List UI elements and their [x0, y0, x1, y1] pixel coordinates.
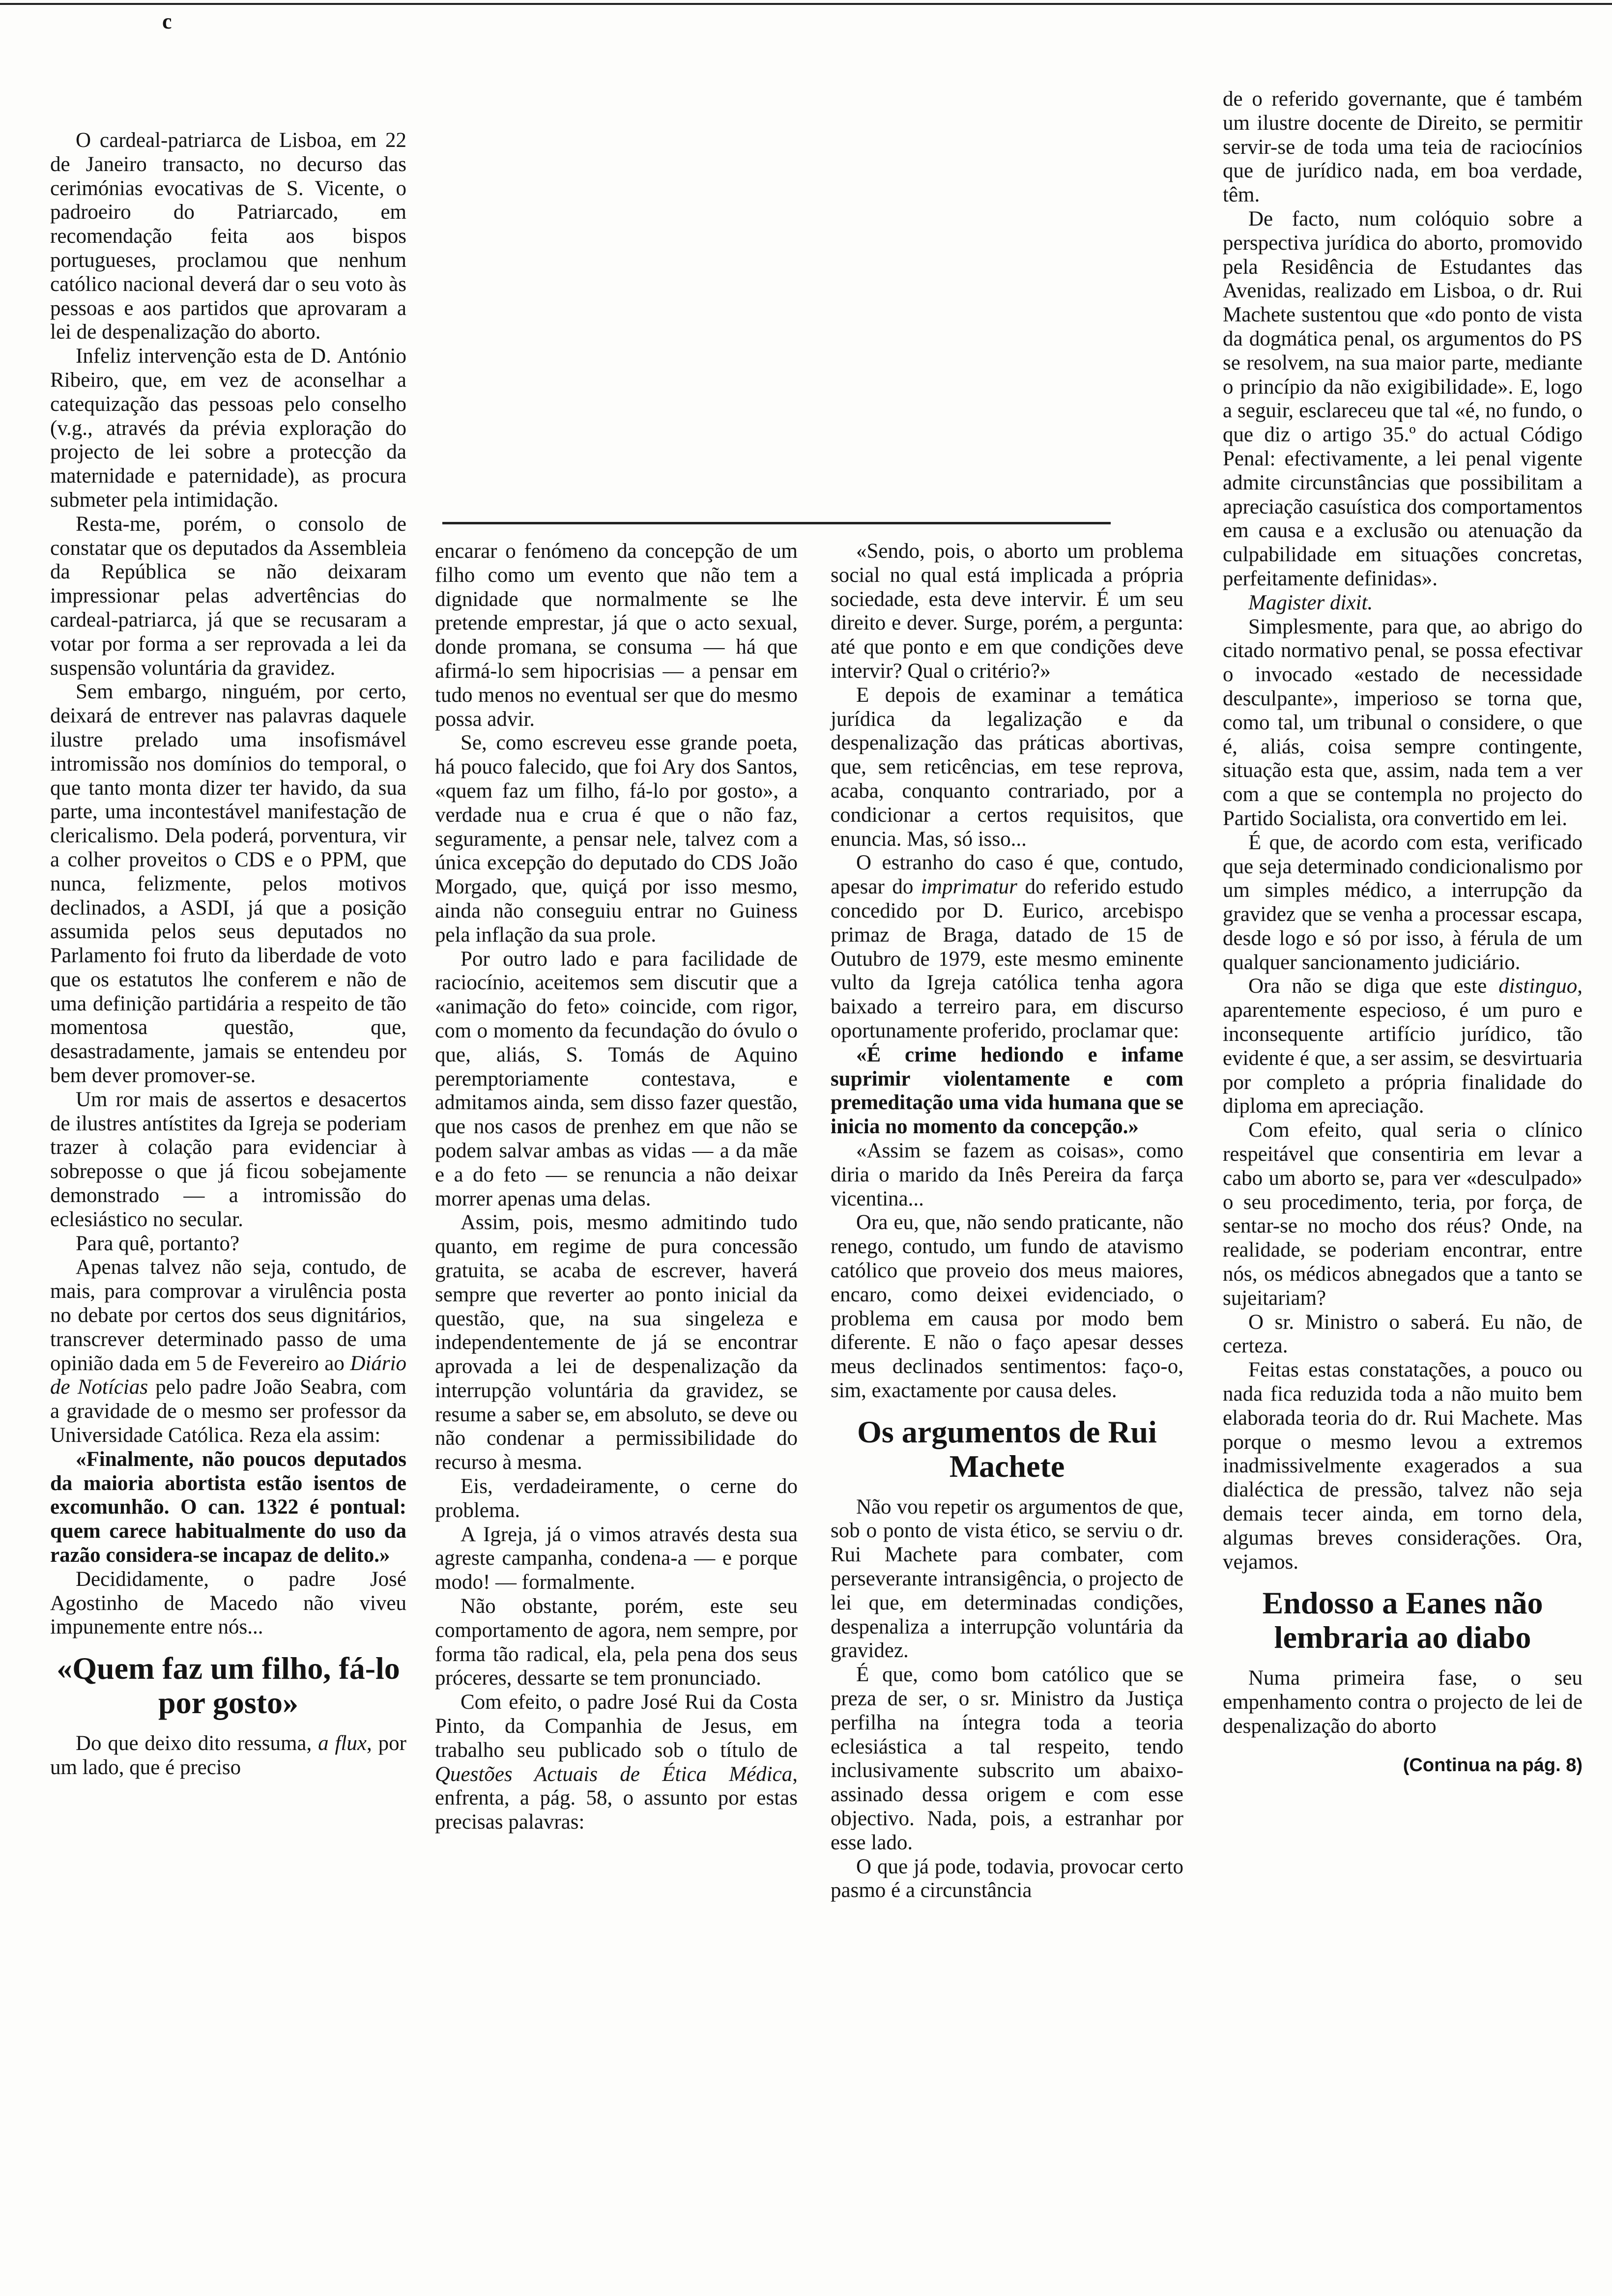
subheading-os-argumentos: Os argumentos de Rui Machete: [857, 1414, 1157, 1484]
paragraph: Simplesmente, para que, ao abrigo do citado normativo penal, se possa efectivar o invocado «estado de necessidade desculpante», imperioso se torna que, como tal, um tribunal o considere, o que é, aliás, coisa sempre contingente, situação esta que, assim, nada tem a ver com a que se contempla no projecto do Partido Socialista, ora convertido em lei.: [1223, 615, 1583, 830]
paragraph: [50, 1256, 406, 1447]
paragraph: [435, 1691, 798, 1835]
column-4: [1223, 87, 1583, 1778]
column-1: [50, 129, 406, 1780]
latin-phrase: a flux: [318, 1732, 367, 1755]
paragraph: A Igreja, já o vimos através desta sua agreste campanha, condena-a — e porque modo! — formalmente.: [435, 1522, 798, 1594]
paragraph: Não obstante, porém, este seu comportamento de agora, nem sempre, por forma tão radical, ela, pela pena dos seus próceres, dessarte se tem pronunciado.: [435, 1595, 798, 1690]
top-rule: [0, 3, 1612, 5]
paragraph: encarar o fenómeno da concepção de um filho como um evento que não tem a dignidade que normalmente se lhe pretende emprestar, já que o acto sexual, donde promana, se consuma — há que afirmá-lo sem hipocrisias — a pensar em tudo menos no eventual ser que do mesmo possa advir.: [435, 540, 798, 731]
latin-phrase: Magister dixit.: [1248, 591, 1373, 614]
column-3: [831, 540, 1183, 1903]
paragraph: O sr. Ministro o saberá. Eu não, de certeza.: [1223, 1310, 1583, 1358]
paragraph: [831, 851, 1183, 1043]
page-mark: c: [162, 9, 172, 33]
column-2: [435, 540, 798, 1835]
text: , aparentemente especioso, é um puro e inconsequente artifício jurídico, tão evidente é que, a ser assim, se desvirtuaria por completo a própria finalidade do diploma em apreciação.: [1223, 975, 1583, 1118]
quote-paragraph: «Sendo, pois, o aborto um problema social no qual está implicada a própria sociedade, esta deve intervir. É um seu direito e dever. Surge, porém, a pergunta: até que ponto e em que condições deve intervir? Qual o critério?»: [831, 540, 1183, 683]
paragraph: Com efeito, qual seria o clínico respeitável que consentiria em levar a cabo um aborto se, para ver «desculpado» o seu procedimento, teria, por força, de sentar-se no mocho dos réus? Onde, na realidade, se poderiam encontrar, entre nós, os médicos abnegados que a tanto se sujeitariam?: [1223, 1119, 1583, 1310]
text: Apenas talvez não seja, contudo, de mais, para comprovar a virulência posta no debate por certos dos seus dignitários, transcrever determinado passo de uma opinião dada em 5 de Fevereiro ao: [50, 1256, 406, 1375]
quote-paragraph: «É crime hediondo e infame suprimir violentamente e com premeditação uma vida humana que se inicia no momento da concepção.»: [831, 1043, 1183, 1139]
paragraph: É que, de acordo com esta, verificado que seja determinado condicionalismo por um simples médico, a interrupção da gravidez que se venha a processar escapa, desde logo e só por isso, à férula de um qualquer sancionamento judiciário.: [1223, 831, 1583, 974]
paragraph: Feitas estas constatações, a pouco ou nada fica reduzida toda a não muito bem elaborada teoria do dr. Rui Machete. Mas porque o mesmo levou a extremos inadmissivelmente exagerados a sua dialéctica de pressão, talvez não seja demais tecer ainda, em torno dela, algumas breves considerações. Ora, vejamos.: [1223, 1358, 1583, 1574]
paragraph: Um ror mais de assertos e desacertos de ilustres antístites da Igreja se poderiam trazer à colação para evidenciar à sobreposse o que já ficou sobejamente demonstrado — a intromissão do eclesiástico no secular.: [50, 1088, 406, 1231]
paragraph: Resta-me, porém, o consolo de constatar que os deputados da Assembleia da República se não deixaram impressionar pelas advertências do cardeal-patriarca, já que se recusaram a votar por forma a ser reprovada a lei da suspensão voluntária da gravidez.: [50, 512, 406, 680]
paragraph: Não vou repetir os argumentos de que, sob o ponto de vista ético, se serviu o dr. Rui Machete para combater, com perseverante intransigência, o projecto de lei que, em determinadas condições, despenaliza a interrupção voluntária da gravidez.: [831, 1495, 1183, 1663]
text: , enfrenta, a pág. 58, o assunto por estas precisas palavras:: [435, 1762, 798, 1834]
paragraph: [1223, 975, 1583, 1119]
paragraph: O que já pode, todavia, provocar certo pasmo é a circunstância: [831, 1855, 1183, 1902]
paragraph: Numa primeira fase, o seu empenhamento contra o projecto de lei de despenalização do aborto: [1223, 1666, 1583, 1738]
paragraph: «Assim se fazem as coisas», como diria o marido da Inês Pereira da farça vicentina...: [831, 1139, 1183, 1210]
paragraph: E depois de examinar a temática jurídica da legalização e da despenalização das práticas abortivas, que, sem reticências, em tese reprova, acaba, conquanto contrariado, por a condicionar a certos requisitos, que enuncia. Mas, só isso...: [831, 683, 1183, 851]
book-title: Questões Actuais de Ética Médica: [435, 1762, 793, 1786]
subheading-endosso-a-eanes: Endosso a Eanes não lembraria ao diabo: [1262, 1585, 1543, 1655]
text: Com efeito, o padre José Rui da Costa Pinto, da Companhia de Jesus, em trabalho seu publicado sob o título de: [435, 1691, 798, 1762]
continued-on-page-note: (Continua na pág. 8): [1403, 1754, 1583, 1776]
paragraph: Se, como escreveu esse grande poeta, há pouco falecido, que foi Ary dos Santos, «quem faz um filho, fá-lo por gosto», a verdade nua e crua é que o não faz, seguramente, a pensar nele, talvez com a única excepção do deputado do CDS João Morgado, que, quiçá por isso mesmo, ainda não conseguiu entrar no Guiness pela inflação da sua prole.: [435, 731, 798, 947]
paragraph: Eis, verdadeiramente, o cerne do problema.: [435, 1475, 798, 1522]
paragraph: Ora eu, que, não sendo praticante, não renego, contudo, um fundo de atavismo católico que proveio dos meus maiores, encaro, como deixei evidenciado, o problema em causa por modo bem diferente. E não o faço apesar desses meus declinados sentimentos: faço-o, sim, exactamente por causa deles.: [831, 1211, 1183, 1402]
paragraph: [50, 1732, 406, 1780]
quote-paragraph: «Finalmente, não poucos deputados da maioria abortista estão isentos de excomunhão. O can. 1322 é pontual: quem carece habitualmente do uso da razão considera-se incapaz de delito.»: [50, 1447, 406, 1567]
paragraph: de o referido governante, que é também um ilustre docente de Direito, se permitir servir-se de toda uma teia de raciocínios que de jurídico nada, em boa verdade, têm.: [1223, 87, 1583, 207]
paragraph: O cardeal-patriarca de Lisboa, em 22 de Janeiro transacto, no decurso das cerimónias evocativas de S. Vicente, o padroeiro do Patriarcado, em recomendação feita aos bispos portugueses, proclamou que nenhum católico nacional deverá dar o seu voto às pessoas e aos partidos que aprovaram a lei de despenalização do aborto.: [50, 129, 406, 344]
latin-term: distinguo: [1498, 975, 1578, 998]
paragraph: É que, como bom católico que se preza de ser, o sr. Ministro da Justiça perfilha na íntegra toda a teoria eclesiástica a tal respeito, tendo inclusivamente subscrito um abaixo-assinado dessa origem e com esse objectivo. Nada, pois, a estranhar por esse lado.: [831, 1663, 1183, 1854]
text: Do que deixo dito ressuma,: [76, 1732, 318, 1755]
text: Ora não se diga que este: [1248, 975, 1499, 998]
paragraph: Assim, pois, mesmo admitindo tudo quanto, em regime de pura concessão gratuita, se acaba de escrever, haverá sempre que reverter ao ponto inicial da questão, que, na sua singeleza e independentemente de já se encontrar aprovada a lei de despenalização da interrupção voluntária da gravidez, se resume a saber se, em absoluto, se deve ou não condenar a permissibilidade do recurso à mesma.: [435, 1211, 798, 1474]
paragraph: Sem embargo, ninguém, por certo, deixará de entrever nas palavras daquele ilustre prelado uma insofismável intromissão nos domínios do temporal, o que tanto monta dizer ter havido, da sua parte, uma incontestável manifestação de clericalismo. Dela poderá, porventura, vir a colher proveitos o CDS e o PPM, que nunca, felizmente, pelos motivos declinados, a ASDI, já que a posição assumida pelos seus deputados no Parlamento foi fruto da liberdade de voto que os estatutos lhe conferem e não de uma definição partidária a respeito de tão momentosa questão, que, desastradamente, jamais se entendeu por bem dever promover-se.: [50, 680, 406, 1088]
paragraph: Para quê, portanto?: [76, 1232, 240, 1255]
text: do referido estudo concedido por D. Eurico, arcebispo primaz de Braga, datado de 15 de Outubro de 1979, este mesmo eminente vulto da Igreja católica tenha agora baixado a terreiro para, em discurso oportunamente proferido, proclamar que:: [831, 875, 1184, 1042]
newspaper-title: Diário de Notícias: [50, 1351, 406, 1399]
subheading-quem-faz-um-filho: «Quem faz um filho, fá-lo por gosto»: [57, 1651, 400, 1721]
text: O estranho do caso é que, contudo, apesar do: [831, 851, 1183, 899]
text: pelo padre João Seabra, com a gravidade de o mesmo ser professor da Universidade Católica. Reza ela assim:: [50, 1376, 406, 1447]
latin-term: imprimatur: [921, 875, 1017, 899]
text: , por um lado, que é preciso: [50, 1732, 406, 1779]
paragraph: Infeliz intervenção esta de D. António Ribeiro, que, em vez de aconselhar a catequização das pessoas pelo conselho (v.g., através da prévia exploração do projecto de lei sobre a protecção da maternidade e paternidade), as procura submeter pela intimidação.: [50, 344, 406, 512]
column-divider-rule: [442, 522, 1111, 524]
paragraph: Decididamente, o padre José Agostinho de Macedo não viveu impunemente entre nós...: [50, 1567, 406, 1639]
paragraph: De facto, num colóquio sobre a perspectiva jurídica do aborto, promovido pela Residência de Estudantes das Avenidas, realizado em Lisboa, o dr. Rui Machete sustentou que «do ponto de vista da dogmática penal, os argumentos do PS se resolvem, na sua maior parte, mediante o princípio da não exigibilidade». E, logo a seguir, esclareceu que tal «é, no fundo, o que diz o artigo 35.º do actual Código Penal: efectivamente, a lei penal vigente admite circunstâncias que possibilitam a apreciação casuística dos comportamentos em causa e a exclusão ou atenuação da culpabilidade em situações concretas, perfeitamente definidas».: [1223, 207, 1583, 590]
paragraph: Por outro lado e para facilidade de raciocínio, aceitemos sem discutir que a «animação do feto» coincide, com rigor, com o momento da fecundação do óvulo o que, aliás, S. Tomás de Aquino peremptoriamente contestava, e admitamos ainda, sem disso fazer questão, que nos casos de prenhez em que não se podem salvar ambas as vidas — a da mãe e a do feto — se renuncia a não deixar morrer apenas uma delas.: [435, 947, 798, 1210]
